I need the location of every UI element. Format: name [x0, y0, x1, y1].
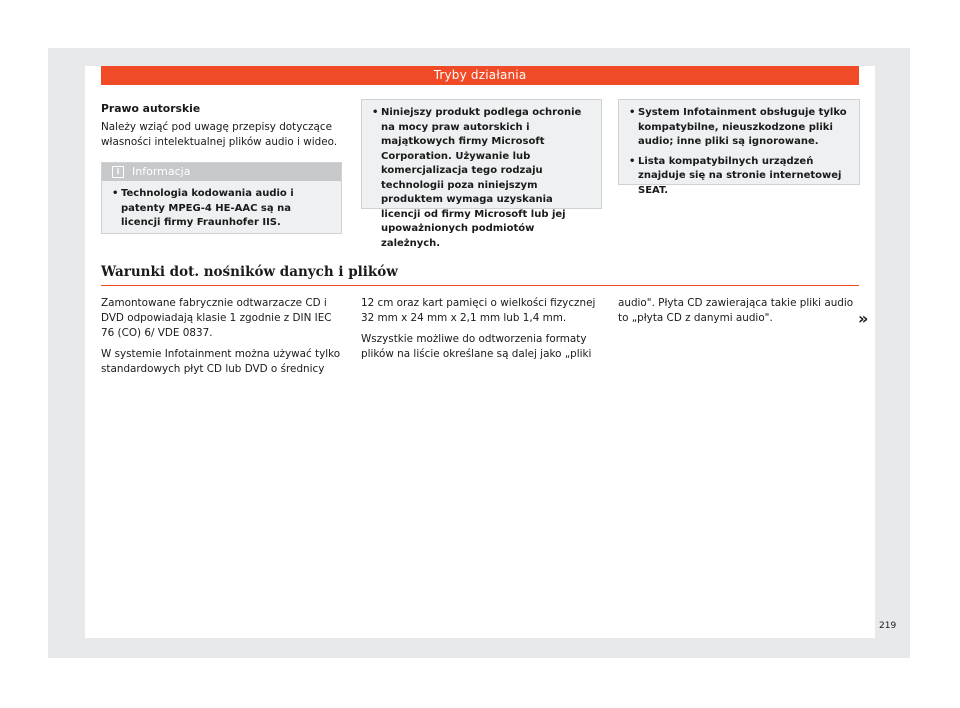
note-box-microsoft	[361, 99, 602, 249]
page-header: Tryby działania	[101, 66, 859, 85]
continue-arrow-icon: »	[858, 309, 869, 328]
info-box-title: Informacja	[132, 165, 191, 178]
copyright-heading: Prawo autorskie	[101, 102, 201, 115]
info-icon: i	[112, 166, 124, 178]
copyright-block	[101, 101, 345, 156]
section-column-2	[361, 296, 605, 368]
copyright-text: Należy wziąć pod uwagę przepisy dotyczące własności intelektualnej plików audio i wideo.	[101, 121, 338, 148]
section-paragraph: W systemie Infotainment można używać tylko standardowych płyt CD lub DVD o średnicy	[101, 348, 341, 375]
note-item-compatible-files: • System Infotainment obsługuje tylko kompatybilne, nieuszkodzone pliki audio; inne pliki są ignorowane.	[629, 106, 851, 150]
section-column-3	[618, 296, 862, 332]
info-box	[101, 162, 342, 234]
page-number: 219	[879, 621, 897, 631]
section-paragraph: 12 cm oraz kart pamięci o wielkości fizycznej 32 mm x 24 mm x 2,1 mm lub 1,4 mm.	[361, 297, 596, 324]
section-paragraph: Zamontowane fabrycznie odtwarzacze CD i DVD odpowiadają klasie 1 zgodnie z DIN IEC 76 (CO) 6/ VDE 0837.	[101, 297, 332, 339]
note-box-infotainment	[618, 99, 860, 196]
info-box-header	[102, 163, 341, 181]
info-box-item: • Technologia kodowania audio i patenty MPEG-4 HE-AAC są na licencji firmy Fraunhofer IIS.	[112, 187, 333, 231]
section-column-1	[101, 296, 345, 383]
section-paragraph: Wszystkie możliwe do odtworzenia formaty plików na liście określane są dalej jako „pliki	[361, 333, 592, 360]
section-paragraph: audio". Płyta CD zawierająca takie pliki audio to „płyta CD z danymi audio".	[618, 297, 854, 324]
section-title: Warunki dot. nośników danych i plików	[101, 264, 859, 286]
note-item-device-list: • Lista kompatybilnych urządzeń znajduje się na stronie internetowej SEAT.	[629, 155, 851, 199]
note-item-microsoft: • Niniejszy produkt podlega ochronie na mocy praw autorskich i majątkowych firmy Microsoft Corporation. Używanie lub komercjalizacja tego rodzaju technologii poza niniejszym produktem wymaga uzyskania licencji od firmy Microsoft lub jej upoważnionych podmiotów zależnych.	[372, 106, 593, 251]
